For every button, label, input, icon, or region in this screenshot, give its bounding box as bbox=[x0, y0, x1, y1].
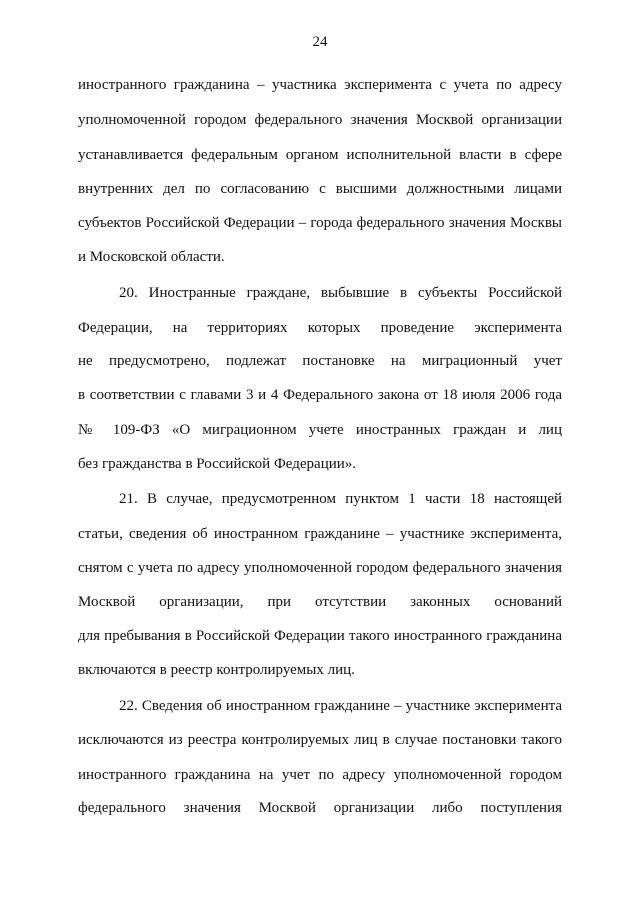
text-line: без гражданства в Российской Федерации». bbox=[78, 456, 357, 472]
text-line: внутренних дел по согласованию с высшими должностными лицами bbox=[78, 181, 562, 197]
page-number: 24 bbox=[312, 34, 328, 50]
text-line: иностранного гражданина на учет по адресу уполномоченной городом bbox=[78, 767, 562, 783]
text-line: не предусмотрено, подлежат постановке на миграционный учет bbox=[78, 353, 562, 369]
paragraph-20-first-line: 20. Иностранные граждане, выбывшие в субъекты Российской bbox=[119, 285, 562, 301]
text-line: устанавливается федеральным органом исполнительной власти в сфере bbox=[78, 147, 562, 163]
text-line: включаются в реестр контролируемых лиц. bbox=[78, 662, 355, 678]
text-line: субъектов Российской Федерации – города федерального значения Москвы bbox=[78, 215, 562, 231]
text-line: снятом с учета по адресу уполномоченной городом федерального значения bbox=[78, 560, 562, 576]
paragraph-21-first-line: 21. В случае, предусмотренном пунктом 1 части 18 настоящей bbox=[119, 491, 562, 507]
text-line: № 109-ФЗ «О миграционном учете иностранных граждан и лиц bbox=[78, 422, 562, 438]
text-line: и Московской области. bbox=[78, 249, 225, 265]
text-line: Москвой организации, при отсутствии законных оснований bbox=[78, 594, 562, 610]
text-line: статьи, сведения об иностранном гражданине – участнике эксперимента, bbox=[78, 526, 562, 542]
text-line: уполномоченной городом федерального значения Москвой организации bbox=[78, 112, 562, 128]
text-line: исключаются из реестра контролируемых лиц в случае постановки такого bbox=[78, 732, 562, 748]
text-line: федерального значения Москвой организации либо поступления bbox=[78, 800, 562, 816]
text-line: для пребывания в Российской Федерации такого иностранного гражданина bbox=[78, 628, 562, 644]
text-line: иностранного гражданина – участника эксперимента с учета по адресу bbox=[78, 77, 562, 93]
paragraph-22-first-line: 22. Сведения об иностранном гражданине – участнике эксперимента bbox=[119, 698, 562, 714]
text-line: Федерации, на территориях которых проведение эксперимента bbox=[78, 320, 562, 336]
text-line: в соответствии с главами 3 и 4 Федерального закона от 18 июля 2006 года bbox=[78, 387, 562, 403]
